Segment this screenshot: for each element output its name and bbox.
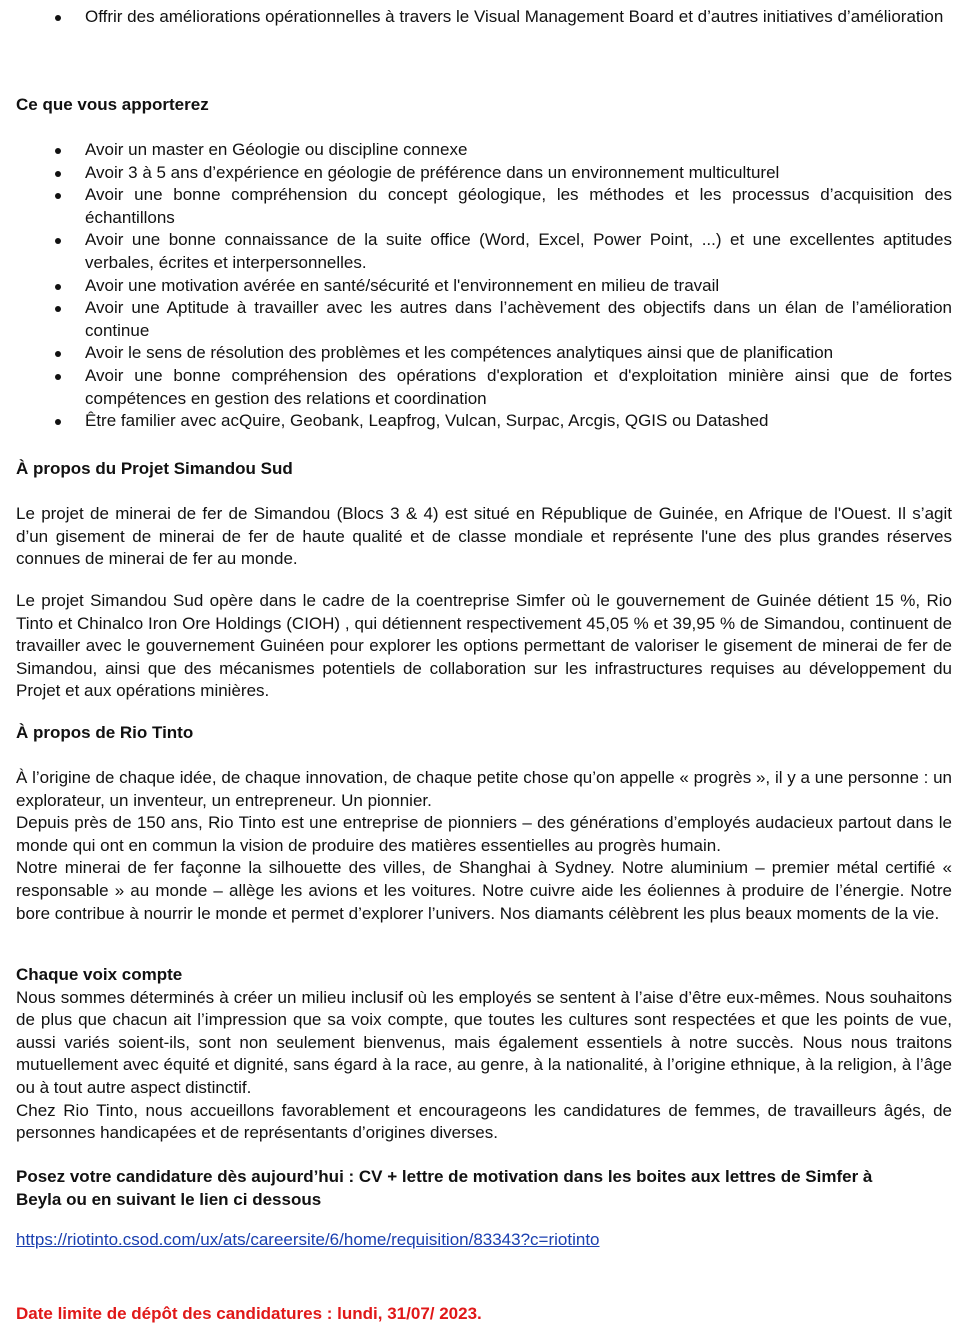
voice-paragraph-2: Chez Rio Tinto, nous accueillons favorablement et encourageons les candidatures de femmes, de travailleurs âgés, de personnes handicapées et de représentants d’origines diverses. <box>16 1100 952 1143</box>
bullet-icon <box>55 374 61 380</box>
list-item: Avoir un master en Géologie ou discipline connexe <box>0 139 952 162</box>
bullet-icon <box>55 351 61 357</box>
simandou-paragraph-1: Le projet de minerai de fer de Simandou (Blocs 3 & 4) est situé en République de Guinée, en Afrique de l'Ouest. Il s’agit d’un gisement de minerai de fer de haute qualité et de classe mondiale et représente l'une des plus grandes réserves connues de minerai de fer au monde. <box>16 504 952 569</box>
bullet-icon <box>55 306 61 312</box>
voice-section <box>16 964 952 1145</box>
list-item: Avoir une bonne compréhension des opérations d'exploration et d'exploitation minière ainsi que de fortes compétences en gestion des relations et coordination <box>0 365 952 410</box>
rio-tinto-paragraph-2: Depuis près de 150 ans, Rio Tinto est une entreprise de pionniers – des générations d’employés audacieux partout dans le monde qui ont en commun la vision de produire des matières essentielles au progrès humain. <box>16 813 952 855</box>
application-link[interactable]: https://riotinto.csod.com/ux/ats/careersite/6/home/requisition/83343?c=riotinto <box>16 1230 600 1249</box>
bullet-icon <box>55 148 61 154</box>
list-item: Offrir des améliorations opérationnelles à travers le Visual Management Board et d’autres initiatives d’amélioration <box>0 6 952 29</box>
apply-instructions: Posez votre candidature dès aujourd’hui : CV + lettre de motivation dans les boites aux lettres de Simfer à Beyla ou en suivant le lien ci dessous <box>16 1167 873 1209</box>
simandou-paragraph-2: Le projet Simandou Sud opère dans le cadre de la coentreprise Simfer où le gouvernement de Guinée détient 15 %, Rio Tinto et Chinalco Iron Ore Holdings (CIOH) , qui détiennent respectivement 45,05 % et 39,95 % de Simandou, continuent de travailler avec le gouvernement Guinéen pour explorer les options permettant de valoriser le gisement de minerai de fer de Simandou, ainsi que des mécanismes potentiels de collaboration sur les infrastructures requises au développement du Projet et aux opérations minières. <box>16 591 952 701</box>
section-heading-voice: Chaque voix compte <box>16 965 183 984</box>
list-item: Avoir le sens de résolution des problèmes et les compétences analytiques ainsi que de planification <box>0 342 952 365</box>
bullet-icon <box>55 419 61 425</box>
voice-paragraph-1: Nous sommes déterminés à créer un milieu inclusif où les employés se sentent à l’aise d’être eux-mêmes. Nous souhaitons de plus que chacun ait l’impression que sa voix compte, que toutes les cultures sont respectées et que les points de vue, aussi variés soient-ils, sont non seulement bienvenus, mais également essentiels à notre succès. Nous nous traitons mutuellement avec équité et dignité, sans égard à la race, au genre, à la nationalité, à l’origine ethnique, à la religion, à l’âge ou à tout autre aspect distinctif. <box>16 987 952 1097</box>
list-item: Avoir une bonne compréhension du concept géologique, les méthodes et les processus d’acquisition des échantillons <box>0 184 952 229</box>
bullet-icon <box>55 193 61 199</box>
requirements-list <box>0 139 952 433</box>
rio-tinto-paragraph-1: À l’origine de chaque idée, de chaque innovation, de chaque petite chose qu’on appelle « progrès », il y a une personne : un explorateur, un inventeur, un entrepreneur. Un pionnier. <box>16 768 952 810</box>
section-heading-rio-tinto: À propos de Rio Tinto <box>16 723 194 742</box>
bullet-icon <box>55 15 61 21</box>
rio-tinto-paragraphs <box>16 767 952 925</box>
bullet-icon <box>55 238 61 244</box>
list-item: Être familier avec acQuire, Geobank, Leapfrog, Vulcan, Surpac, Arcgis, QGIS ou Datashed <box>0 410 952 433</box>
rio-tinto-paragraph-3: Notre minerai de fer façonne la silhouette des villes, de Shanghai à Sydney. Notre aluminium – premier métal certifié « responsable » au monde – allège les avions et les voitures. Notre cuivre aide les éoliennes à produire de l’énergie. Notre bore contribue à nourrir le monde et permet d’explorer l’univers. Nos diamants célèbrent les plus beaux moments de la vie. <box>16 858 952 923</box>
list-item: Avoir une bonne connaissance de la suite office (Word, Excel, Power Point, ...) et une excellentes aptitudes verbales, écrites et interpersonnelles. <box>0 229 952 274</box>
list-item: Avoir 3 à 5 ans d’expérience en géologie de préférence dans un environnement multiculturel <box>0 162 952 185</box>
list-item: Avoir une Aptitude à travailler avec les autres dans l’achèvement des objectifs dans un élan de l’amélioration continue <box>0 297 952 342</box>
application-deadline: Date limite de dépôt des candidatures : lundi, 31/07/ 2023. <box>16 1304 482 1323</box>
bullet-icon <box>55 171 61 177</box>
bullet-icon <box>55 284 61 290</box>
section-heading-requirements: Ce que vous apporterez <box>16 95 209 114</box>
list-item: Avoir une motivation avérée en santé/sécurité et l'environnement en milieu de travail <box>0 275 952 298</box>
responsibilities-list <box>0 6 952 29</box>
section-heading-simandou: À propos du Projet Simandou Sud <box>16 459 293 478</box>
